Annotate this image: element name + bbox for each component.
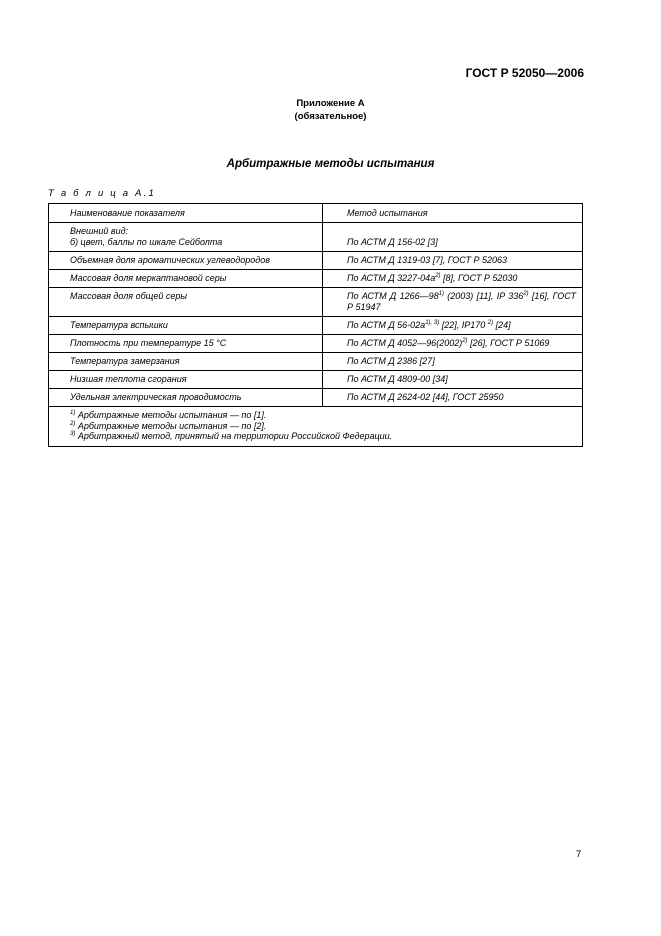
standard-code: ГОСТ Р 52050—2006 [465, 66, 584, 80]
table-notes-row [49, 407, 583, 447]
table-row [49, 371, 583, 389]
table-caption: Т а б л и ц а А.1 [48, 188, 156, 199]
col-header-method: Метод испытания [323, 204, 583, 223]
indicator-cell: Температура вспышки [49, 317, 323, 335]
table-row [49, 353, 583, 371]
arbitration-methods-table [48, 203, 583, 447]
indicator-text: Внешний вид: [70, 226, 129, 236]
method-cell: По АСТМ Д $56-02а^{1), 3)}$ [22], IP170 $^{2)}$ [24] [323, 317, 583, 335]
indicator-cell: Плотность при температуре 15 °С [49, 335, 323, 353]
table-row [49, 223, 583, 252]
table-row [49, 389, 583, 407]
indicator-cell: Массовая доля общей серы [49, 288, 323, 317]
footnote-ref: 2) [487, 320, 494, 326]
indicator-text: б) цвет, баллы по шкале Сейболта [70, 237, 223, 247]
table-row [49, 335, 583, 353]
table-row [49, 252, 583, 270]
footnote: $^{1)}$ Арбитражные методы испытания — по [1]. [70, 410, 267, 420]
footnote-ref: 2) [462, 338, 468, 344]
page-number: 7 [576, 849, 582, 860]
table-row [49, 270, 583, 288]
method-cell: По АСТМ Д 1319-03 [7], ГОСТ Р 52063 [323, 252, 583, 270]
table-header-row [49, 204, 583, 223]
footnote-ref: 1), 3) [425, 320, 440, 326]
method-cell: По АСТМ Д $4052—96(2002)^{2)}$ [26], ГОСТ Р 51069 [323, 335, 583, 353]
annex-status: (обязательное) [294, 111, 367, 122]
method-cell: По АСТМ Д 1266—98$^{1)}$ (2003) [11], IP 336$^{2)}$ [16], ГОСТ Р 51947 [323, 288, 583, 317]
footnote-ref: 2) [523, 291, 529, 297]
col-header-indicator: Наименование показателя [49, 204, 323, 223]
footnote-ref: 1) [438, 291, 444, 297]
method-cell: По АСТМ Д 2386 [27] [323, 353, 583, 371]
footnote: $^{3)}$ Арбитражный метод, принятый на территории Российской Федерации. [70, 431, 393, 441]
footnote: $^{2)}$ Арбитражные методы испытания — по [2]. [70, 420, 267, 431]
method-cell: По АСТМ Д $3227-04а^{2)}$ [8], ГОСТ Р 52030 [323, 270, 583, 288]
method-cell: По АСТМ Д 2624-02 [44], ГОСТ 25950 [323, 389, 583, 407]
method-cell [323, 223, 583, 252]
footnote-ref: 2) [435, 273, 441, 279]
indicator-cell [49, 223, 323, 252]
annex-label: Приложение А [296, 98, 365, 109]
annex-heading [0, 97, 661, 123]
method-text: По АСТМ Д 156-02 [3] [347, 237, 438, 247]
method-cell: По АСТМ Д 4809-00 [34] [323, 371, 583, 389]
indicator-cell: Низшая теплота сгорания [49, 371, 323, 389]
indicator-cell: Объемная доля ароматических углеводородов [49, 252, 323, 270]
table-row [49, 317, 583, 335]
table-notes [49, 407, 583, 447]
indicator-cell: Массовая доля меркаптановой серы [49, 270, 323, 288]
indicator-cell: Удельная электрическая проводимость [49, 389, 323, 407]
indicator-cell: Температура замерзания [49, 353, 323, 371]
section-title: Арбитражные методы испытания [226, 158, 435, 170]
table-row [49, 288, 583, 317]
